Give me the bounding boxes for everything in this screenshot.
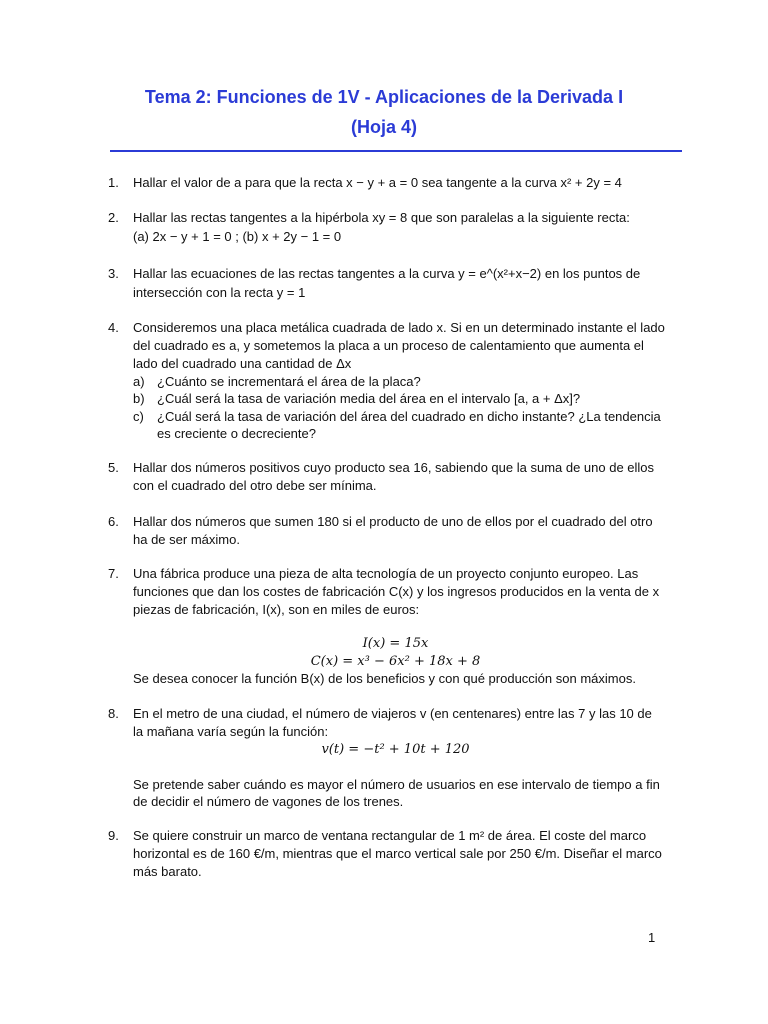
problem-text: Hallar las rectas tangentes a la hipérbola xy = 8 que son paralelas a la siguiente recta: [133,210,630,225]
problem-4 [0,319,768,444]
problem-text: Una fábrica produce una pieza de alta tecnología de un proyecto conjunto europeo. Las [133,566,639,581]
problem-7 [0,565,768,695]
problem-number: 8. [108,706,119,721]
problem-text: Se pretende saber cuándo es mayor el número de usuarios en ese intervalo de tiempo a fin [133,777,660,792]
problem-text: intersección con la recta y = 1 [133,285,306,300]
subitem-label: a) [133,374,145,389]
problem-3 [0,265,768,305]
problem-text: Hallar dos números positivos cuyo producto sea 16, sabiendo que la suma de uno de ellos [133,460,655,475]
problem-text: Se desea conocer la función B(x) de los beneficios y con qué producción son máximos. [133,671,636,686]
equation: C(x) = x³ − 6x² + 18x + 8 [310,654,481,669]
problem-1 [0,174,768,194]
problem-text: ha de ser máximo. [133,532,240,547]
subitem-label: c) [133,409,144,424]
problem-8 [0,705,768,815]
equation: I(x) = 15x [362,636,429,651]
subitem-text: ¿Cuál será la tasa de variación media del área en el intervalo [a, a + Δx]? [157,391,581,406]
problem-text: En el metro de una ciudad, el número de viajeros v (en centenares) entre las 7 y las 10 de [133,706,652,721]
problem-text: Hallar dos números que sumen 180 si el producto de uno de ellos por el cuadrado del otro [133,514,653,529]
problem-text: horizontal es de 160 €/m, mientras que el marco vertical sale por 250 €/m. Diseñar el marco [133,846,662,861]
problem-text: Se quiere construir un marco de ventana rectangular de 1 m² de área. El coste del marco [133,828,647,843]
problem-number: 3. [108,266,119,281]
problem-number: 2. [108,210,119,225]
problem-number: 4. [108,320,119,335]
problem-text: funciones que dan los costes de fabricación C(x) y los ingresos producidos en la venta de x [133,584,660,599]
document-subtitle: (Hoja 4) [350,117,417,137]
problem-text: con el cuadrado del otro debe ser mínima. [133,478,377,493]
problem-text: Hallar el valor de a para que la recta x − y + a = 0 sea tangente a la curva x² + 2y = 4 [133,175,622,190]
problem-9 [0,827,768,887]
problem-text: del cuadrado es a, y sometemos la placa a un proceso de calentamiento que aumenta el [133,338,644,353]
title-divider [110,150,682,152]
problem-5 [0,459,768,499]
problem-number: 5. [108,460,119,475]
document-title: Tema 2: Funciones de 1V - Aplicaciones de la Derivada I [144,87,624,107]
problem-2 [0,209,768,249]
problem-text: de decidir el número de vagones de los trenes. [133,794,404,809]
problem-number: 1. [108,175,119,190]
problem-text: Hallar las ecuaciones de las rectas tangentes a la curva y = e^(x²+x−2) en los puntos de [133,266,641,281]
problem-text: piezas de fabricación, I(x), son en miles de euros: [133,602,420,617]
subitem-label: b) [133,391,145,406]
problem-number: 7. [108,566,119,581]
subitem-text: ¿Cuánto se incrementará el área de la placa? [157,374,421,389]
subitem-text: es creciente o decreciente? [157,426,316,441]
problem-6 [0,513,768,553]
problem-text: más barato. [133,864,202,879]
problem-number: 9. [108,828,119,843]
problem-text: (a) 2x − y + 1 = 0 ; (b) x + 2y − 1 = 0 [133,229,342,244]
subitem-text: ¿Cuál será la tasa de variación del área del cuadrado en dicho instante? ¿La tendencia [157,409,661,424]
problem-number: 6. [108,514,119,529]
page-number: 1 [648,930,656,945]
equation: v(t) = −t² + 10t + 120 [321,742,470,757]
problem-text: lado del cuadrado una cantidad de Δx [133,356,352,371]
problem-text: la mañana varía según la función: [133,724,329,739]
problem-text: Consideremos una placa metálica cuadrada de lado x. Si en un determinado instante el lado [133,320,665,335]
